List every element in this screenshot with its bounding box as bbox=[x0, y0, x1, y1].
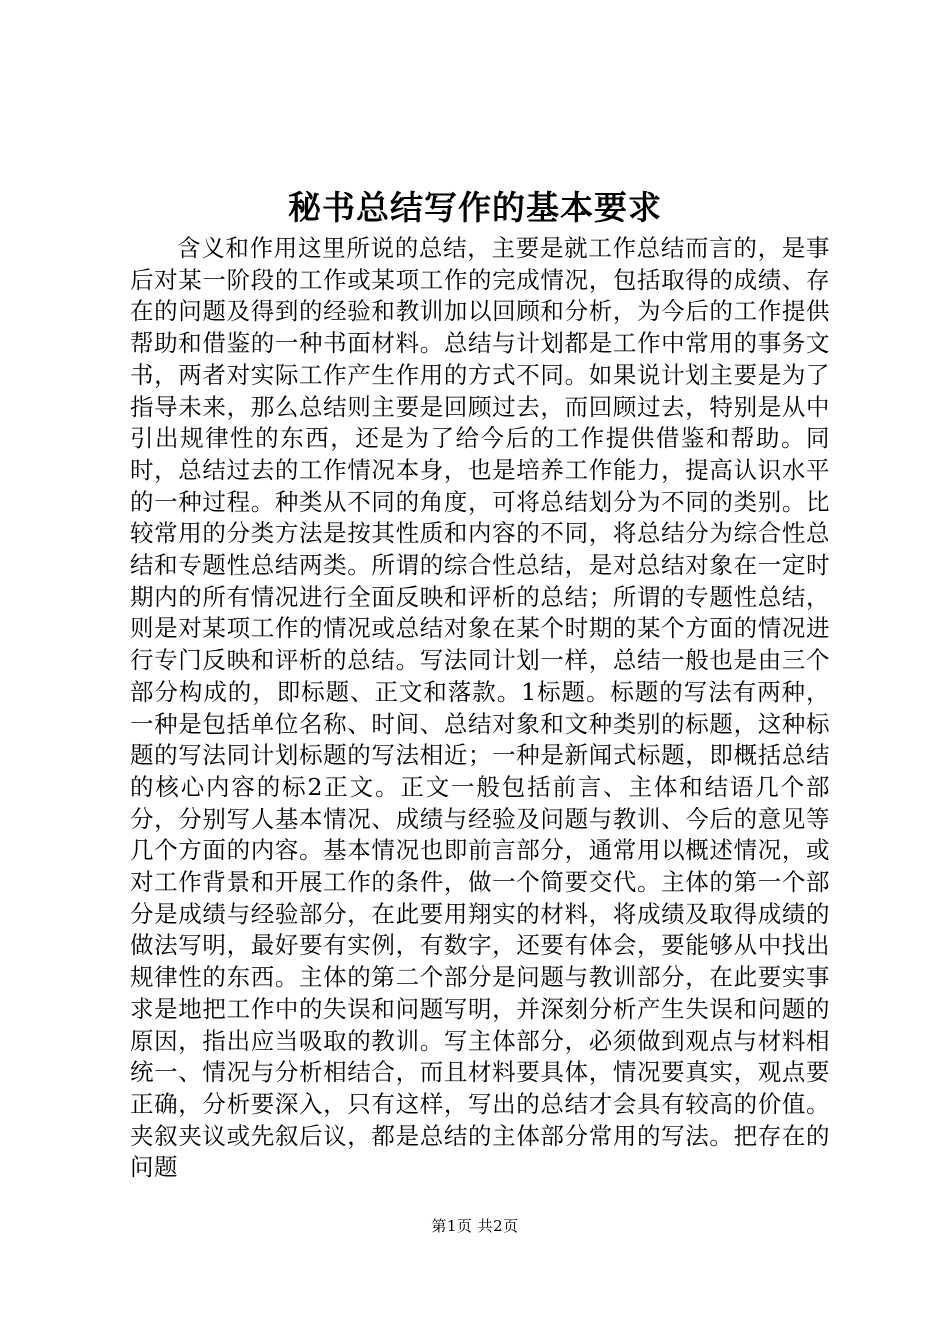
document-body-paragraph: 含义和作用这里所说的总结，主要是就工作总结而言的，是事后对某一阶段的工作或某项工作的完成情况，包括取得的成绩、存在的问题及得到的经验和教训加以回顾和分析，为今后的工作提供帮助和借鉴的一种书面材料。总结与计划都是工作中常用的事务文书，两者对实际工作产生作用的方式不同。如果说计划主要是为了指导未来，那么总结则主要是回顾过去，而回顾过去，特别是从中引出规律性的东西，还是为了给今后的工作提供借鉴和帮助。同时，总结过去的工作情况本身，也是培养工作能力，提高认识水平的一种过程。种类从不同的角度，可将总结划分为不同的类别。比较常用的分类方法是按其性质和内容的不同，将总结分为综合性总结和专题性总结两类。所谓的综合性总结，是对总结对象在一定时期内的所有情况进行全面反映和评析的总结；所谓的专题性总结，则是对某项工作的情况或总结对象在某个时期的某个方面的情况进行专门反映和评析的总结。写法同计划一样，总结一般也是由三个部分构成的，即标题、正文和落款。1标题。标题的写法有两种，一种是包括单位名称、时间、总结对象和文种类别的标题，这种标题的写法同计划标题的写法相近；一种是新闻式标题，即概括总结的核心内容的标2正文。正文一般包括前言、主体和结语几个部分，分别写人基本情况、成绩与经验及问题与教训、今后的意见等几个方面的内容。基本情况也即前言部分，通常用以概述情况，或对工作背景和开展工作的条件，做一个简要交代。主体的第一个部分是成绩与经验部分，在此要用翔实的材料，将成绩及取得成绩的做法写明，最好要有实例，有数字，还要有体会，要能够从中找出规律性的东西。主体的第二个部分是问题与教训部分，在此要实事求是地把工作中的失误和问题写明，并深刻分析产生失误和问题的原因，指出应当吸取的教训。写主体部分，必须做到观点与材料相统一、情况与分析相结合，而且材料要具体，情况要真实，观点要正确，分析要深入，只有这样，写出的总结才会具有较高的价值。夹叙夹议或先叙后议，都是总结的主体部分常用的写法。把存在的问题 bbox=[130, 234, 830, 1182]
page-number-footer: 第1页 共2页 bbox=[431, 1217, 519, 1235]
document-title: 秘书总结写作的基本要求 bbox=[288, 188, 662, 227]
